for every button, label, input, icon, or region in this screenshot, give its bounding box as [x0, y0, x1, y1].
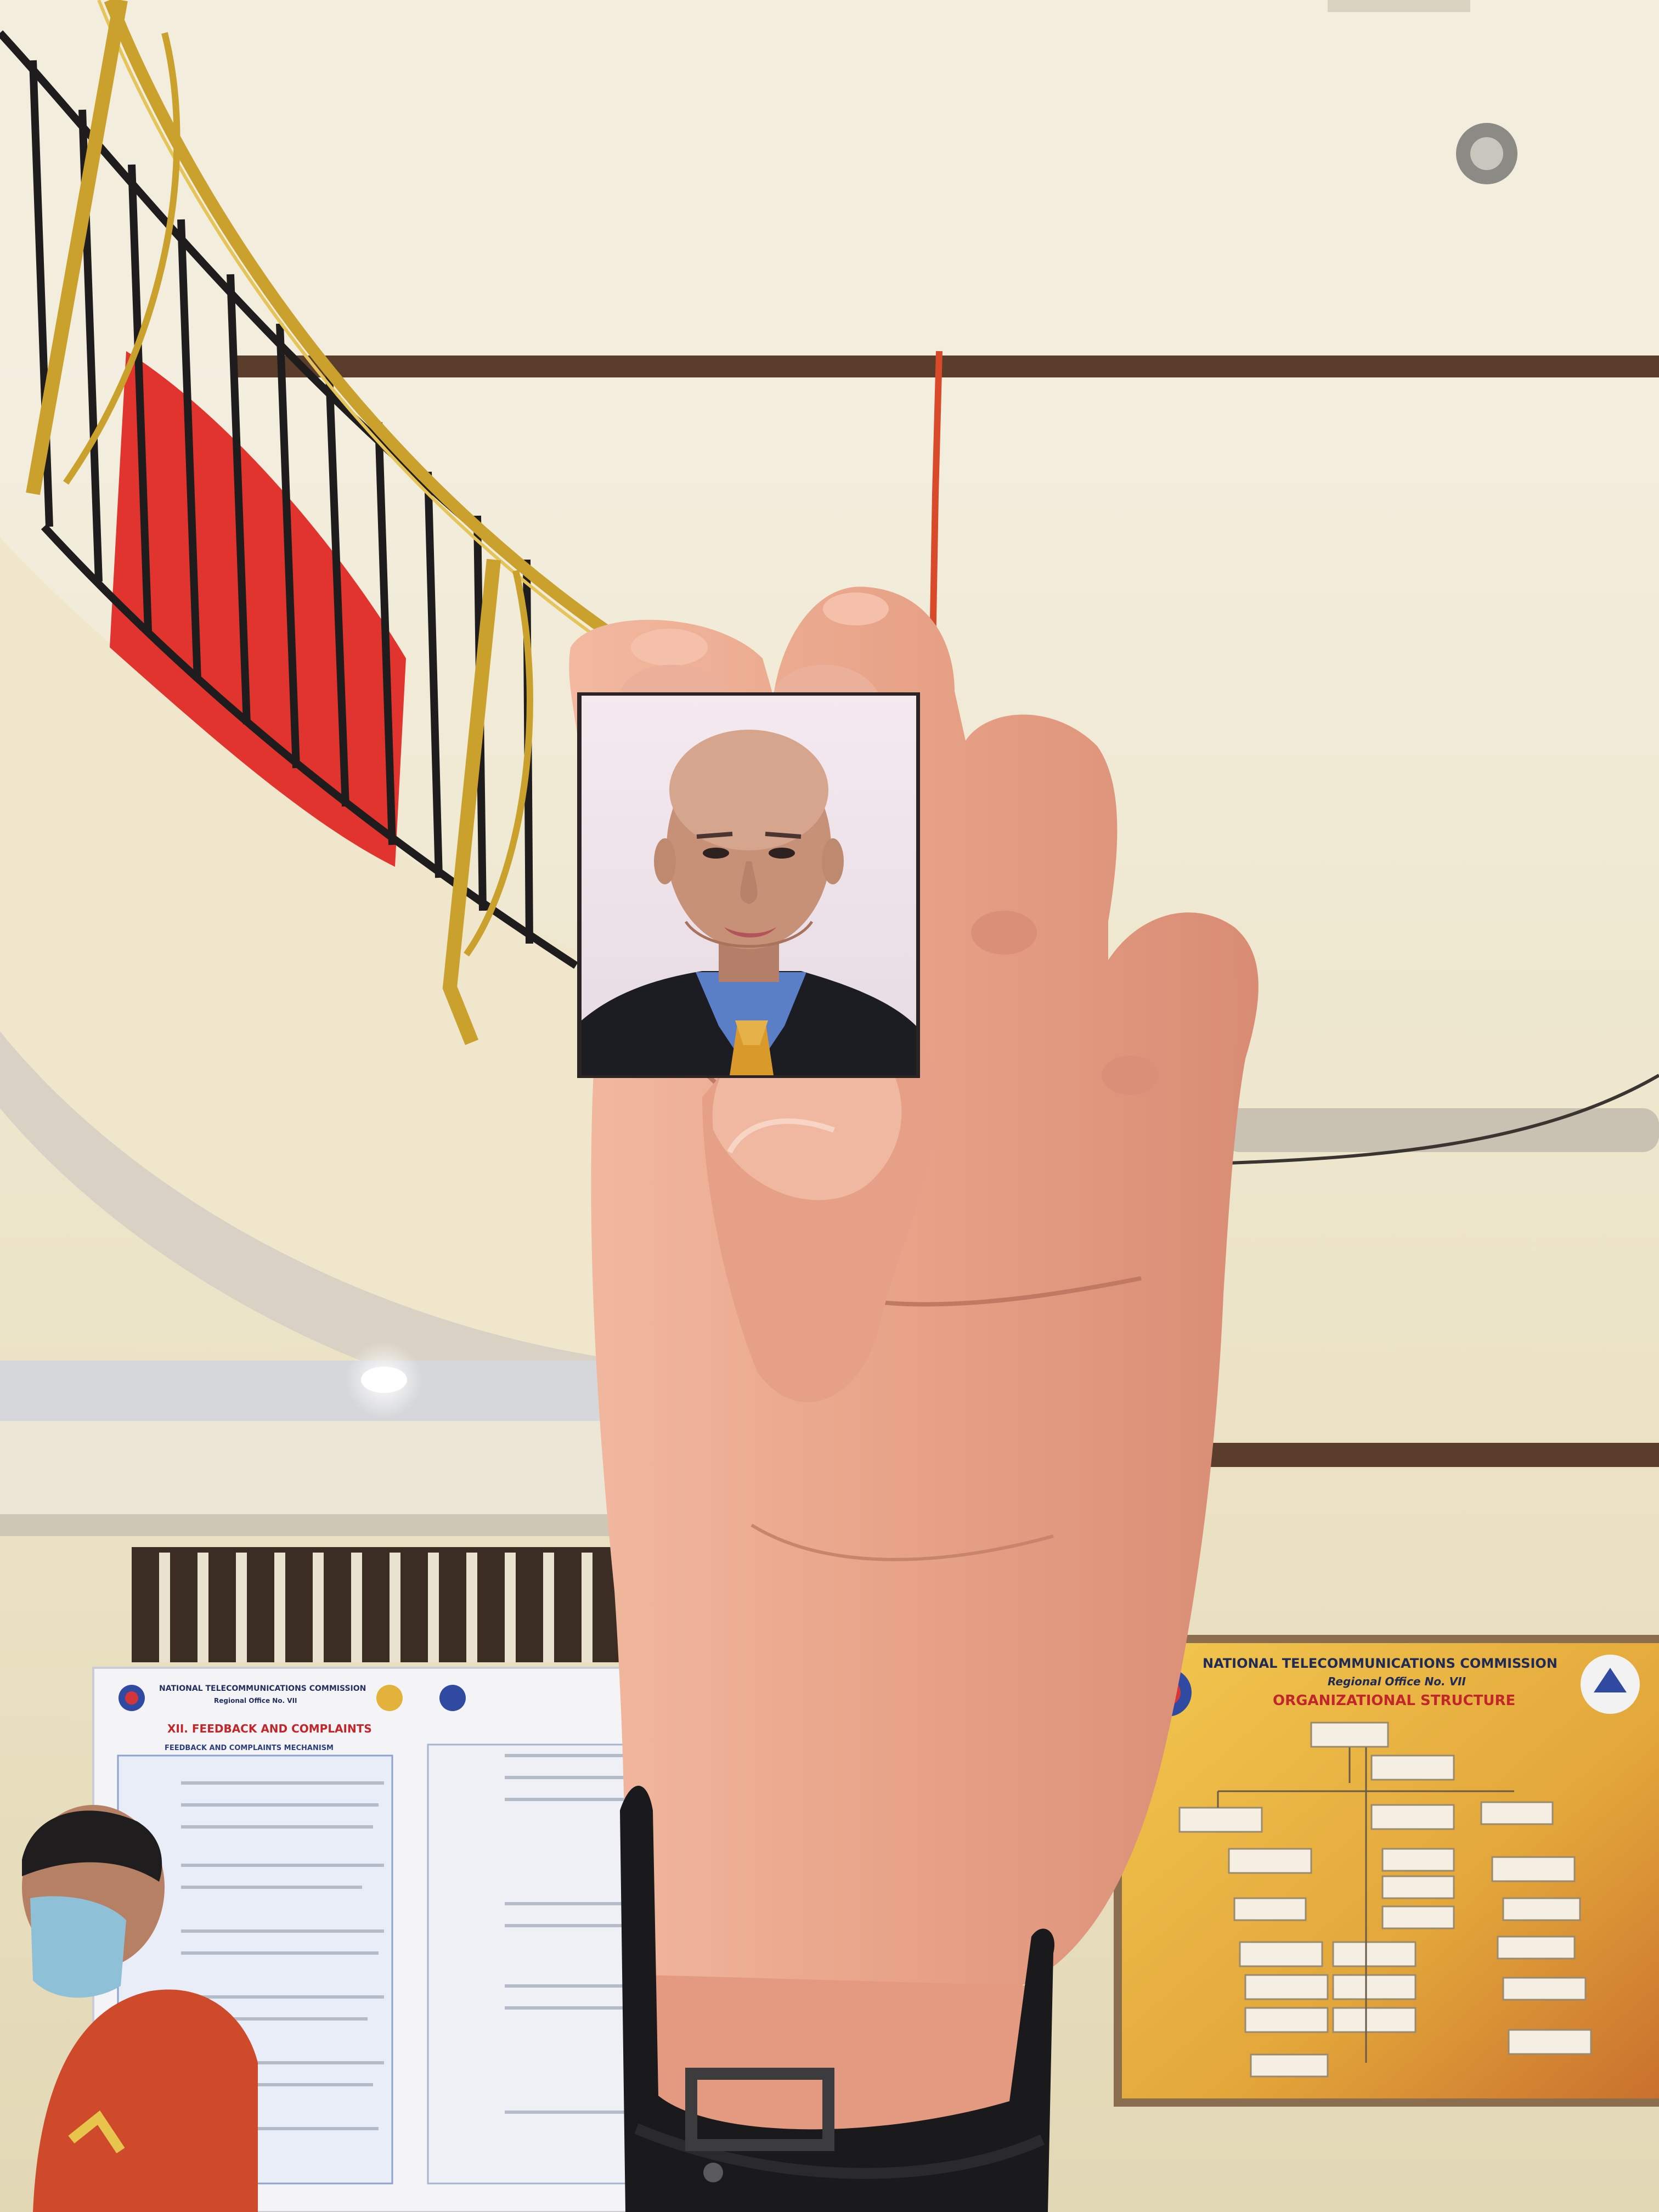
ntc-logo-icon	[376, 1685, 403, 1711]
lower-ceiling	[0, 1361, 631, 1426]
org-poster-org-name: NATIONAL TELECOMMUNICATIONS COMMISSION	[1203, 1656, 1558, 1671]
org-poster-office: Regional Office No. VII	[1328, 1675, 1466, 1688]
feedback-poster-org-name: NATIONAL TELECOMMUNICATIONS COMMISSION	[159, 1684, 366, 1693]
ceiling-trim	[230, 356, 1659, 377]
feedback-poster-section-title: XII. FEEDBACK AND COMPLAINTS	[167, 1722, 372, 1735]
ph-flag-seal-icon-2	[439, 1685, 466, 1711]
right-eye	[769, 848, 795, 859]
left-eye	[703, 848, 729, 859]
id-photo	[577, 692, 920, 1078]
feedback-poster-office: Regional Office No. VII	[214, 1697, 297, 1705]
ceiling-vent	[1328, 0, 1470, 12]
face-mask	[30, 1896, 126, 1997]
feedback-poster-subtitle: FEEDBACK AND COMPLAINTS MECHANISM	[165, 1744, 334, 1752]
lower-wall	[0, 1421, 631, 1520]
wall-trim	[1207, 1443, 1659, 1467]
org-poster-title: ORGANIZATIONAL STRUCTURE	[1273, 1692, 1516, 1709]
